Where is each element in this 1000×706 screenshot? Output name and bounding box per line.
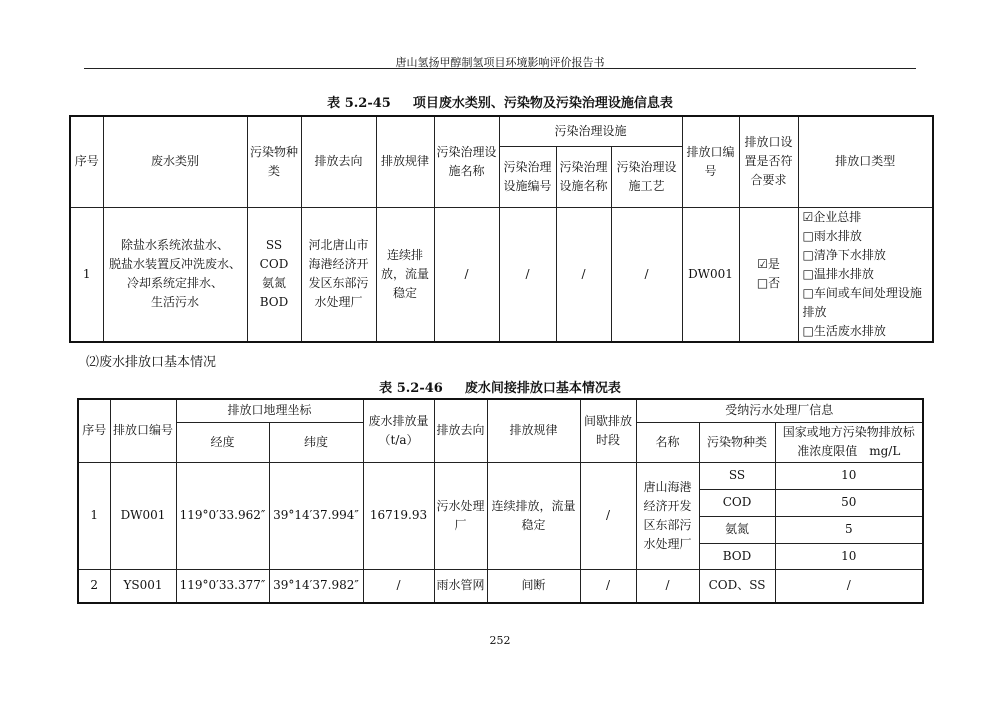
cell2-seq: 2 xyxy=(78,569,110,603)
th-facility-no: 污染治理设施编号 xyxy=(499,146,556,207)
cell2-limit: 50 xyxy=(775,489,923,516)
cell-outlet-type xyxy=(798,207,933,342)
outlet-type-label: 温排水排放 xyxy=(813,266,874,281)
table-row xyxy=(78,569,923,603)
th-rule: 排放规律 xyxy=(376,116,434,207)
cell2-pollutant: SS xyxy=(699,462,775,489)
yes-label: 是 xyxy=(767,257,780,271)
cell-pollutant xyxy=(247,207,301,342)
checked-checkbox-icon: ☑ xyxy=(802,209,814,224)
table2-caption xyxy=(0,377,1000,396)
running-header: 唐山氢扬甲醇制氢项目环境影响评价报告书 xyxy=(395,56,605,69)
outlet-type-label: 清净下水排放 xyxy=(813,247,886,262)
outlet-type-label: 企业总排 xyxy=(813,209,862,224)
th2-volume: 废水排放量（t/a） xyxy=(363,399,434,462)
table-row xyxy=(78,462,923,489)
cell-dest: 河北唐山市海港经济开发区东部污水处理厂 xyxy=(301,207,376,342)
type-line: 除盐水系统浓盐水、 xyxy=(120,238,229,252)
empty-checkbox-icon: □ xyxy=(802,228,814,243)
th2-lat: 纬度 xyxy=(269,422,363,462)
cell2-intermittent: / xyxy=(580,569,636,603)
th2-seq: 序号 xyxy=(78,399,110,462)
th-facility-name: 污染治理设施名称 xyxy=(434,116,499,207)
th2-dest: 排放去向 xyxy=(434,399,487,462)
cell2-limit: 5 xyxy=(775,516,923,543)
wastewater-facility-table xyxy=(69,115,934,343)
th2-name: 名称 xyxy=(636,422,699,462)
th2-limit: 国家或地方污染物排放标准浓度限值 mg/L xyxy=(775,422,923,462)
pollutant-line: BOD xyxy=(259,295,289,309)
checked-checkbox-icon: ☑ xyxy=(757,257,768,271)
empty-checkbox-icon: □ xyxy=(756,276,769,290)
cell2-outlet: DW001 xyxy=(110,462,176,569)
cell2-lat: 39°14′37.994″ xyxy=(269,462,363,569)
th2-intermittent: 间歇排放时段 xyxy=(580,399,636,462)
outlet-type-label: 车间或车间处理设施排放 xyxy=(802,285,922,319)
th2-outlet-no: 排放口编号 xyxy=(110,399,176,462)
pollutant-line: 氨氮 xyxy=(261,276,286,290)
th-facility-proc: 污染治理设施工艺 xyxy=(611,146,682,207)
cell2-plant: / xyxy=(636,569,699,603)
section-heading: ⑵废水排放口基本情况 xyxy=(86,355,217,370)
type-line: 生活污水 xyxy=(150,295,199,309)
table2-number: 表 5.2-46 xyxy=(379,381,443,396)
cell2-rule: 连续排放，流量稳定 xyxy=(487,462,580,569)
cell2-intermittent: / xyxy=(580,462,636,569)
cell-facility-proc: / xyxy=(611,207,682,342)
cell2-rule: 间断 xyxy=(487,569,580,603)
table1-number: 表 5.2-45 xyxy=(327,96,391,111)
th2-coord: 排放口地理坐标 xyxy=(176,399,363,422)
th-outlet-type: 排放口类型 xyxy=(798,116,933,207)
table1-title: 项目废水类别、污染物及污染治理设施信息表 xyxy=(412,96,673,111)
cell2-volume: 16719.93 xyxy=(363,462,434,569)
th-seq: 序号 xyxy=(70,116,103,207)
indirect-discharge-table xyxy=(77,398,924,604)
outlet-type-label: 雨水排放 xyxy=(813,228,862,243)
no-label: 否 xyxy=(768,276,781,290)
table2-title: 废水间接排放口基本情况表 xyxy=(464,381,621,396)
cell-outlet-no: DW001 xyxy=(682,207,739,342)
cell2-volume: / xyxy=(363,569,434,603)
th2-lon: 经度 xyxy=(176,422,269,462)
th2-pollutant: 污染物种类 xyxy=(699,422,775,462)
empty-checkbox-icon: □ xyxy=(802,285,814,300)
cell-facility-no: / xyxy=(499,207,556,342)
th-pollutant: 污染物种类 xyxy=(247,116,301,207)
empty-checkbox-icon: □ xyxy=(802,247,814,262)
cell2-limit: 10 xyxy=(775,543,923,569)
cell2-limit: / xyxy=(775,569,923,603)
th-dest: 排放去向 xyxy=(301,116,376,207)
type-line: 冷却系统定排水、 xyxy=(126,276,223,290)
type-line: 脱盐水装置反冲洗废水、 xyxy=(108,257,241,271)
th-facility-name2: 污染治理设施名称 xyxy=(556,146,611,207)
th2-plant: 受纳污水处理厂信息 xyxy=(636,399,923,422)
cell2-pollutant: BOD xyxy=(699,543,775,569)
cell-seq: 1 xyxy=(70,207,103,342)
cell2-dest: 污水处理厂 xyxy=(434,462,487,569)
th-compliant: 排放口设置是否符合要求 xyxy=(739,116,798,207)
cell-compliant xyxy=(739,207,798,342)
page-number: 252 xyxy=(489,634,511,647)
cell-facility-name2: / xyxy=(556,207,611,342)
th-facility-group: 污染治理设施 xyxy=(499,116,682,146)
cell-rule: 连续排放，流量稳定 xyxy=(376,207,434,342)
cell2-lon: 119°0′33.962″ xyxy=(176,462,269,569)
cell2-dest: 雨水管网 xyxy=(434,569,487,603)
cell2-pollutant: COD、SS xyxy=(699,569,775,603)
cell2-lat: 39°14′37.982″ xyxy=(269,569,363,603)
table1-caption xyxy=(0,92,1000,111)
th-outlet-no: 排放口编号 xyxy=(682,116,739,207)
pollutant-line: COD xyxy=(259,257,289,271)
header-rule xyxy=(84,68,916,69)
cell2-plant: 唐山海港经济开发区东部污水处理厂 xyxy=(636,462,699,569)
th2-rule: 排放规律 xyxy=(487,399,580,462)
cell2-seq: 1 xyxy=(78,462,110,569)
cell2-outlet: YS001 xyxy=(110,569,176,603)
cell-facility-name: / xyxy=(434,207,499,342)
cell2-pollutant: COD xyxy=(699,489,775,516)
cell2-pollutant: 氨氮 xyxy=(699,516,775,543)
cell-type xyxy=(103,207,247,342)
th-type: 废水类别 xyxy=(103,116,247,207)
empty-checkbox-icon: □ xyxy=(802,266,814,281)
cell2-lon: 119°0′33.377″ xyxy=(176,569,269,603)
empty-checkbox-icon: □ xyxy=(802,323,814,338)
outlet-type-label: 生活废水排放 xyxy=(813,323,886,338)
pollutant-line: SS xyxy=(265,238,283,252)
cell2-limit: 10 xyxy=(775,462,923,489)
